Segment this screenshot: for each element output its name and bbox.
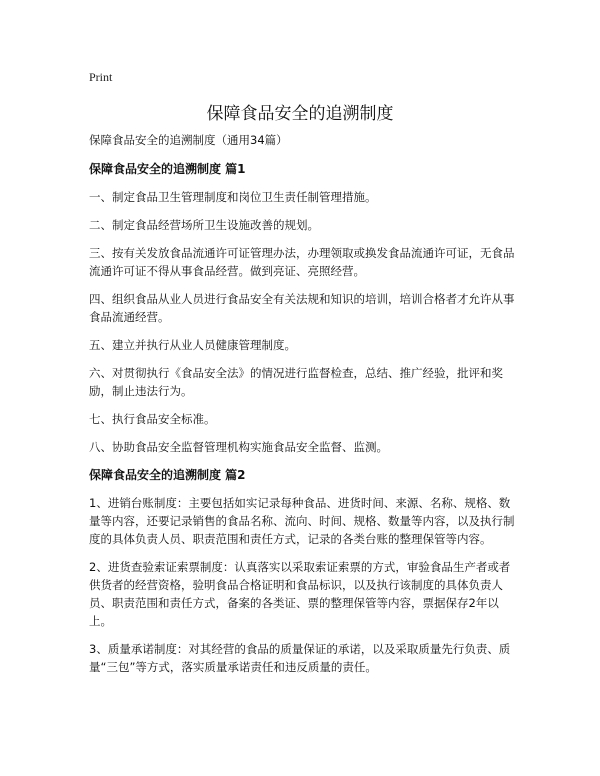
section1-paragraph: 三、按有关发放食品流通许可证管理办法，办理领取或换发食品流通许可证，无食品流通许可证不得从事食品经营。做到亮证、亮照经营。 [89,246,515,278]
section1-paragraph: 四、组织食品从业人员进行食品安全有关法规和知识的培训，培训合格者才允许从事食品流通经营。 [89,292,515,324]
section-heading-2: 保障食品安全的追溯制度 篇2 [89,468,246,482]
section1-paragraph: 五、建立并执行从业人员健康管理制度。 [89,338,296,352]
section-heading-1: 保障食品安全的追溯制度 篇1 [89,162,246,176]
document-subtitle: 保障食品安全的追溯制度（通用34篇） [89,133,288,147]
section1-paragraph: 一、制定食品卫生管理制度和岗位卫生责任制管理措施。 [89,190,377,204]
print-label: Print [89,70,113,84]
document-title: 保障食品安全的追溯制度 [206,104,394,124]
section1-paragraph: 六、对贯彻执行《食品安全法》的情况进行监督检查，总结、推广经验，批评和奖励，制止违法行为。 [89,366,503,398]
section2-paragraph: 3、质量承诺制度：对其经营的食品的质量保证的承诺，以及采取质量先行负责、质量“三包”等方式，落实质量承诺责任和违反质量的责任。 [89,642,511,674]
document-body [89,131,515,686]
section1-paragraph: 八、协助食品安全监督管理机构实施食品安全监督、监测。 [89,440,388,454]
section2-paragraph: 1、进销台账制度：主要包括如实记录每种食品、进货时间、来源、名称、规格、数量等内容，还要记录销售的食品名称、流向、时间、规格、数量等内容，以及执行制度的具体负责人员、职责范围和责任方式，记录的各类台账的整理保管等内容。 [89,496,515,546]
section1-paragraph: 二、制定食品经营场所卫生设施改善的规划。 [89,218,319,232]
section1-paragraph: 七、执行食品安全标准。 [89,412,216,426]
section2-paragraph: 2、进货查验索证索票制度：认真落实以采取索证索票的方式，审验食品生产者或者供货者的经营资格，验明食品合格证明和食品标识，以及执行该制度的具体负责人员、职责范围和责任方式，备案的各类证、票的整理保管等内容，票据保存2年以上。 [89,560,511,628]
